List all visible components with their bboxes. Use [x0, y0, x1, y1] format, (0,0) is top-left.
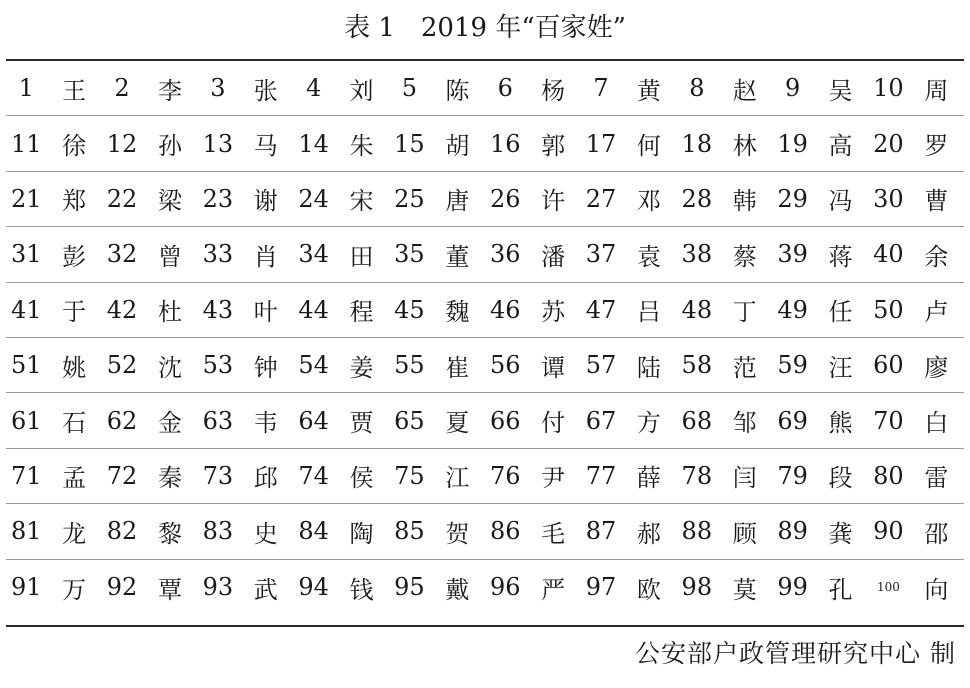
surname: 孙	[157, 132, 182, 161]
rank-number: 20	[873, 129, 904, 158]
rank-number: 62	[106, 406, 138, 435]
rank-number: 19	[777, 129, 808, 158]
surname: 戴	[445, 575, 470, 604]
surname: 黄	[636, 76, 661, 105]
surname: 蔡	[732, 242, 757, 271]
surname: 史	[253, 519, 278, 548]
rank-number: 75	[394, 461, 425, 490]
surname: 白	[924, 409, 949, 438]
rank-number: 65	[394, 406, 425, 435]
table-row	[6, 116, 964, 171]
rank-number: 36	[489, 240, 521, 269]
rank-number: 45	[394, 295, 425, 324]
surname: 雷	[924, 464, 949, 493]
table-row	[6, 227, 964, 282]
surname: 崔	[445, 353, 470, 382]
surname: 龙	[62, 519, 87, 548]
surname: 徐	[62, 132, 87, 161]
surname: 郑	[62, 187, 87, 216]
table-row	[6, 172, 964, 227]
rank-number: 83	[202, 517, 234, 546]
surname: 彭	[62, 242, 87, 271]
surname: 汪	[828, 353, 853, 382]
rank-number: 28	[681, 184, 713, 213]
surname: 姜	[349, 353, 374, 382]
surname: 潘	[541, 242, 566, 271]
surname: 范	[732, 353, 757, 382]
surname: 马	[253, 132, 278, 161]
rank-number: 21	[10, 184, 42, 213]
surname: 江	[445, 464, 470, 493]
surname: 梁	[157, 187, 182, 216]
rank-number: 38	[681, 240, 713, 269]
surname: 于	[62, 298, 87, 327]
rank-number: 61	[10, 406, 42, 435]
rank-number: 33	[202, 240, 234, 269]
surname: 顾	[732, 519, 757, 548]
rank-number: 24	[298, 184, 329, 213]
surname: 廖	[924, 353, 949, 382]
surname: 韩	[732, 187, 757, 216]
surname: 向	[924, 575, 949, 604]
surname: 唐	[445, 187, 470, 216]
rank-number: 2	[114, 74, 130, 103]
rank-number: 51	[10, 351, 42, 380]
rank-number: 44	[298, 295, 329, 324]
rank-number: 87	[585, 517, 617, 546]
surname: 莫	[732, 575, 757, 604]
rank-number: 73	[202, 461, 234, 490]
table-row	[6, 560, 964, 615]
table-title: 表 1 2019 年“百家姓”	[344, 13, 626, 43]
rank-number: 79	[777, 461, 808, 490]
surname: 杜	[157, 298, 182, 327]
rank-number: 3	[210, 74, 226, 103]
rank-number: 69	[777, 406, 808, 435]
rank-number: 68	[681, 406, 713, 435]
surname: 吴	[828, 76, 853, 105]
rank-number: 91	[10, 573, 42, 602]
rank-number: 72	[106, 461, 138, 490]
rank-number: 48	[681, 295, 713, 324]
surname: 蒋	[828, 242, 853, 271]
surname: 郭	[541, 132, 566, 161]
surname: 邱	[253, 464, 278, 493]
rank-number: 100	[876, 580, 900, 595]
surname: 钟	[253, 353, 278, 382]
table-row	[6, 61, 964, 116]
rank-number: 58	[681, 351, 713, 380]
rank-number: 43	[202, 295, 234, 324]
surname: 方	[636, 409, 661, 438]
rank-number: 66	[489, 406, 521, 435]
surname: 贾	[349, 409, 374, 438]
surname: 陈	[445, 76, 470, 105]
rank-number: 29	[777, 184, 808, 213]
rank-number: 89	[777, 517, 808, 546]
rank-number: 92	[106, 573, 138, 602]
surname: 周	[924, 76, 949, 105]
rank-number: 42	[106, 295, 138, 324]
surname: 夏	[445, 409, 470, 438]
rank-number: 78	[681, 461, 713, 490]
table-row	[6, 449, 964, 504]
surname: 刘	[349, 76, 374, 105]
rank-number: 27	[585, 184, 617, 213]
surname: 毛	[541, 519, 566, 548]
surname: 冯	[828, 187, 853, 216]
rank-number: 70	[873, 406, 904, 435]
rank-number: 63	[202, 406, 234, 435]
surname: 曾	[157, 242, 182, 271]
rank-number: 88	[681, 517, 713, 546]
surname: 苏	[541, 298, 566, 327]
rank-number: 59	[777, 351, 808, 380]
surname: 魏	[445, 298, 470, 327]
table-row	[6, 338, 964, 393]
rank-number: 80	[873, 461, 904, 490]
rank-number: 22	[106, 184, 138, 213]
rank-number: 10	[873, 74, 904, 103]
surname: 肖	[253, 242, 278, 271]
surname: 王	[62, 76, 87, 105]
rank-number: 71	[10, 461, 42, 490]
bottom-rule	[6, 625, 964, 627]
surname-table	[6, 61, 964, 625]
surname: 吕	[636, 298, 661, 327]
rank-number: 47	[585, 295, 617, 324]
surname: 侯	[349, 464, 374, 493]
rank-number: 77	[585, 461, 617, 490]
rank-number: 96	[489, 573, 521, 602]
surname: 丁	[732, 298, 757, 327]
rank-number: 90	[873, 517, 904, 546]
rank-number: 93	[202, 573, 234, 602]
surname: 贺	[445, 519, 470, 548]
rank-number: 74	[298, 461, 329, 490]
table-row	[6, 504, 964, 559]
rank-number: 56	[489, 351, 521, 380]
surname: 余	[924, 242, 949, 271]
surname: 邹	[732, 409, 757, 438]
rank-number: 41	[10, 295, 42, 324]
surname: 任	[828, 298, 853, 327]
surname: 黎	[157, 519, 182, 548]
rank-number: 60	[873, 351, 904, 380]
surname: 胡	[445, 132, 470, 161]
surname: 薛	[636, 464, 661, 493]
surname: 欧	[636, 575, 661, 604]
surname: 孔	[828, 575, 853, 604]
rank-number: 9	[784, 74, 801, 103]
rank-number: 40	[873, 240, 904, 269]
rank-number: 6	[497, 74, 513, 103]
surname: 朱	[349, 132, 374, 161]
rank-number: 97	[585, 573, 617, 602]
surname: 叶	[253, 298, 278, 327]
surname: 邵	[924, 519, 949, 548]
rank-number: 1	[18, 74, 34, 103]
surname: 闫	[732, 464, 757, 493]
rank-number: 16	[489, 129, 521, 158]
surname: 赵	[732, 76, 757, 105]
rank-number: 12	[106, 129, 138, 158]
surname: 曹	[924, 187, 949, 216]
surname: 姚	[62, 353, 87, 382]
surname: 段	[828, 464, 853, 493]
rank-number: 55	[394, 351, 425, 380]
surname: 金	[157, 409, 182, 438]
surname: 张	[253, 76, 278, 105]
surname: 钱	[349, 575, 374, 604]
surname: 覃	[157, 575, 182, 604]
surname: 尹	[541, 464, 566, 493]
rank-number: 8	[689, 74, 705, 103]
surname: 卢	[924, 298, 949, 327]
rank-number: 52	[106, 351, 138, 380]
rank-number: 99	[777, 573, 808, 602]
rank-number: 50	[873, 295, 904, 324]
rank-number: 95	[394, 573, 425, 602]
surname: 何	[636, 132, 661, 161]
surname: 许	[541, 187, 566, 216]
surname: 万	[62, 575, 87, 604]
rank-number: 14	[298, 129, 329, 158]
rank-number: 34	[298, 240, 329, 269]
surname: 宋	[349, 187, 374, 216]
rank-number: 4	[306, 74, 322, 103]
surname: 田	[349, 242, 374, 271]
rank-number: 94	[298, 573, 329, 602]
surname: 武	[253, 575, 278, 604]
rank-number: 13	[202, 129, 234, 158]
rank-number: 31	[10, 240, 42, 269]
surname: 石	[62, 409, 87, 438]
rank-number: 53	[202, 351, 234, 380]
surname: 林	[732, 132, 757, 161]
rank-number: 49	[777, 295, 808, 324]
surname: 孟	[62, 464, 87, 493]
surname: 李	[157, 76, 182, 105]
surname: 程	[349, 298, 374, 327]
rank-number: 46	[489, 295, 521, 324]
rank-number: 35	[394, 240, 425, 269]
table-row	[6, 283, 964, 338]
rank-number: 67	[585, 406, 617, 435]
surname: 罗	[924, 132, 949, 161]
rank-number: 15	[394, 129, 425, 158]
rank-number: 23	[202, 184, 234, 213]
rank-number: 30	[873, 184, 904, 213]
surname: 熊	[828, 409, 853, 438]
surname: 杨	[541, 76, 566, 105]
surname: 高	[828, 132, 853, 161]
rank-number: 7	[593, 74, 609, 103]
rank-number: 25	[394, 184, 425, 213]
rank-number: 81	[10, 517, 42, 546]
rank-number: 11	[10, 129, 42, 158]
surname: 沈	[157, 353, 182, 382]
surname: 陶	[349, 519, 374, 548]
rank-number: 86	[489, 517, 521, 546]
rank-number: 85	[394, 517, 425, 546]
surname: 谭	[541, 353, 566, 382]
source-credit: 公安部户政管理研究中心 制	[635, 639, 956, 668]
surname: 秦	[157, 464, 182, 493]
rank-number: 26	[489, 184, 521, 213]
rank-number: 98	[681, 573, 713, 602]
rank-number: 5	[401, 74, 418, 103]
surname: 邓	[636, 187, 661, 216]
surname: 付	[541, 409, 566, 438]
surname: 龚	[828, 519, 853, 548]
rank-number: 54	[298, 351, 329, 380]
rank-number: 57	[585, 351, 617, 380]
rank-number: 18	[681, 129, 713, 158]
rank-number: 82	[106, 517, 138, 546]
rank-number: 84	[298, 517, 329, 546]
surname: 董	[445, 242, 470, 271]
surname: 陆	[636, 353, 661, 382]
rank-number: 32	[106, 240, 138, 269]
rank-number: 76	[489, 461, 521, 490]
rank-number: 17	[585, 129, 617, 158]
surname: 郝	[636, 519, 661, 548]
rank-number: 37	[585, 240, 617, 269]
rank-number: 39	[777, 240, 808, 269]
surname: 袁	[636, 242, 661, 271]
surname: 严	[541, 575, 566, 604]
surname: 韦	[253, 409, 278, 438]
surname: 谢	[253, 187, 278, 216]
rank-number: 64	[298, 406, 329, 435]
table-row	[6, 393, 964, 448]
